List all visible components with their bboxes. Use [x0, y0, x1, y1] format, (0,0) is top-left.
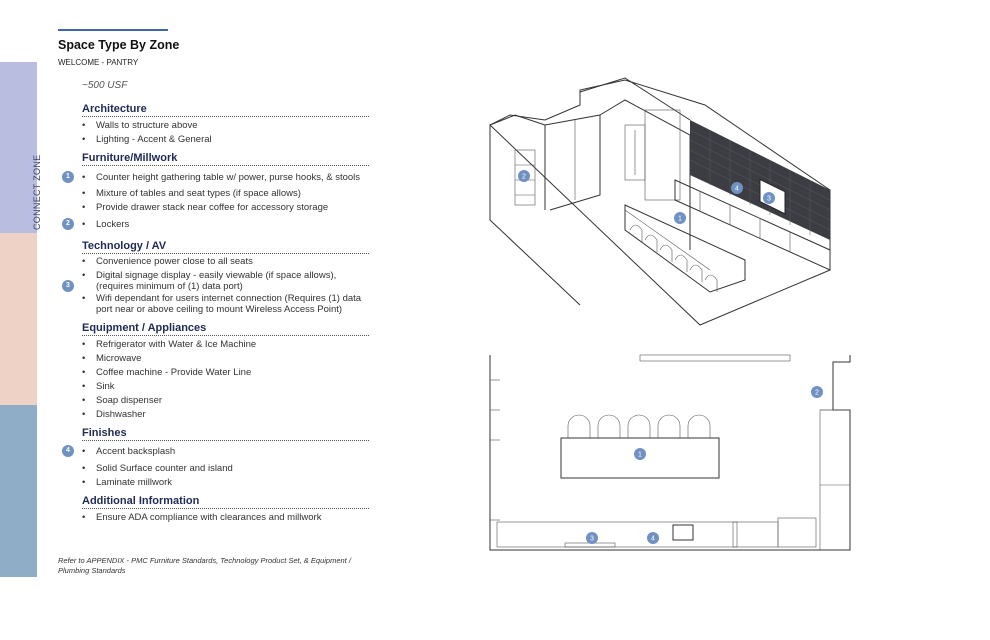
list-item: • Wifi dependant for users internet connection (Requires (1) data: [82, 293, 362, 304]
list-item: • Soap dispenser: [82, 395, 163, 406]
page-title: Space Type By Zone: [58, 38, 180, 52]
callout-badge-2: 2: [62, 218, 74, 230]
list-item: • Sink: [82, 381, 115, 392]
heading-additional-information: Additional Information: [82, 495, 369, 509]
list-item: • Laminate millwork: [82, 477, 173, 488]
zone-segment-3: [0, 405, 37, 577]
heading-finishes: Finishes: [82, 427, 369, 441]
heading-architecture: Architecture: [82, 103, 369, 117]
appendix-footnote: Refer to APPENDIX - PMC Furniture Standards, Technology Product Set, & Equipment / Plumbing Standards: [58, 556, 351, 575]
floor-plan-drawing: [485, 350, 855, 555]
list-item: • Coffee machine - Provide Water Line: [82, 367, 252, 378]
iso-callout-4: 4: [735, 185, 739, 193]
callout-badge-3: 3: [62, 280, 74, 292]
iso-callout-3: 3: [767, 195, 771, 203]
list-item: • Walls to structure above: [82, 120, 198, 131]
zone-segment-2: [0, 233, 37, 405]
plan-callout-3: 3: [590, 535, 594, 543]
iso-callout-1: 1: [678, 215, 682, 223]
list-item: • Microwave: [82, 353, 142, 364]
heading-equipment-appliances: Equipment / Appliances: [82, 322, 369, 336]
side-zone-label: CONNECT ZONE: [32, 154, 42, 230]
isometric-pantry-drawing: [480, 70, 840, 330]
list-item: • Lighting - Accent & General: [82, 134, 212, 145]
list-item: • Refrigerator with Water & Ice Machine: [82, 339, 257, 350]
title-rule: [58, 29, 168, 31]
list-item-continued: port near or above ceiling to mount Wireless Access Point): [96, 304, 343, 315]
plan-callout-1: 1: [638, 451, 642, 459]
list-item: • Accent backsplash: [82, 446, 176, 457]
area-size: ~500 USF: [82, 80, 128, 91]
list-item: • Convenience power close to all seats: [82, 256, 253, 267]
list-item: • Solid Surface counter and island: [82, 463, 233, 474]
list-item: • Lockers: [82, 219, 130, 230]
list-item: • Dishwasher: [82, 409, 146, 420]
list-item: • Counter height gathering table w/ power, purse hooks, & stools: [82, 172, 361, 183]
list-item: • Provide drawer stack near coffee for accessory storage: [82, 202, 329, 213]
list-item: • Mixture of tables and seat types (if space allows): [82, 188, 301, 199]
list-item: • Ensure ADA compliance with clearances and millwork: [82, 512, 322, 523]
callout-badge-1: 1: [62, 171, 74, 183]
list-item: • Digital signage display - easily viewable (if space allows),: [82, 270, 337, 281]
zone-color-bar: [0, 62, 37, 577]
callout-badge-4: 4: [62, 445, 74, 457]
iso-callout-2: 2: [522, 173, 526, 181]
page-subtitle: WELCOME - PANTRY: [58, 58, 139, 67]
heading-technology-av: Technology / AV: [82, 240, 369, 254]
plan-callout-2: 2: [815, 389, 819, 397]
heading-furniture-millwork: Furniture/Millwork: [82, 152, 369, 166]
list-item-continued: (requires minimum of (1) data port): [96, 281, 243, 292]
plan-callout-4: 4: [651, 535, 655, 543]
